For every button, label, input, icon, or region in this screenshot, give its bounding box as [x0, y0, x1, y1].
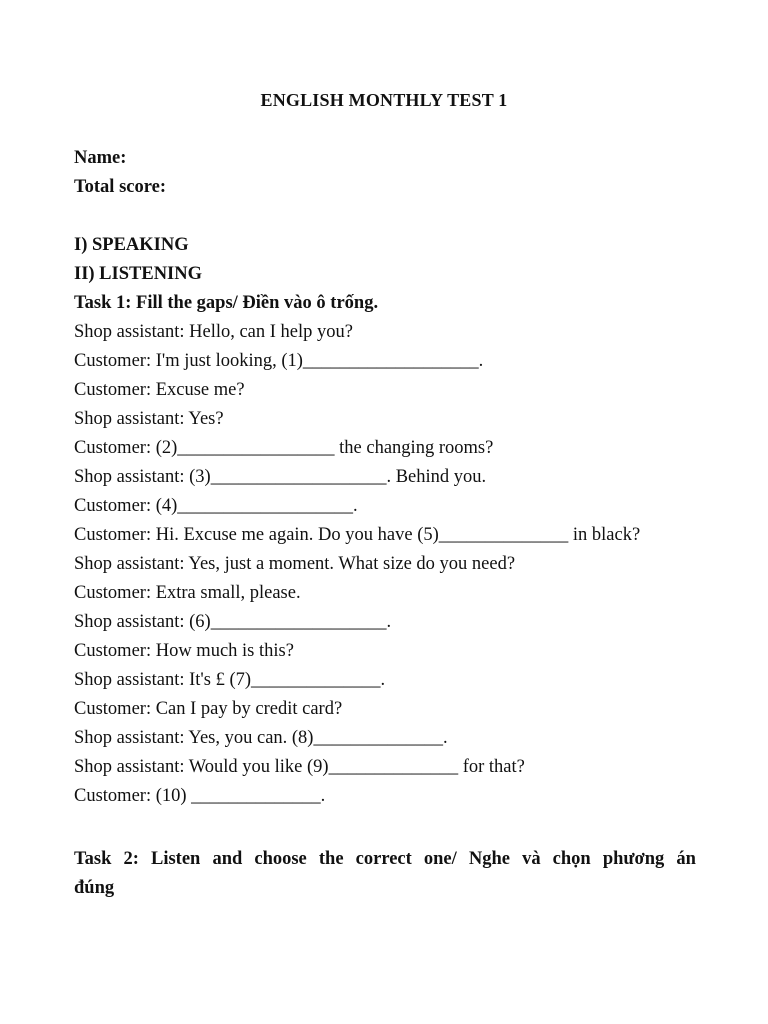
dialogue-line: Customer: Can I pay by credit card?	[74, 699, 343, 719]
student-info	[74, 144, 696, 202]
dialogue-line: Customer: (2)_________________ the changing rooms?	[74, 438, 494, 458]
task2-word: án	[676, 849, 696, 869]
dialogue-line: Customer: (4)___________________.	[74, 496, 358, 516]
page-title: ENGLISH MONTHLY TEST 1	[260, 90, 508, 110]
dialogue-line: Shop assistant: (6)___________________.	[74, 612, 392, 632]
dialogue-line: Customer: How much is this?	[74, 641, 294, 661]
task2-word: and	[212, 849, 243, 869]
task2-word: Nghe	[468, 849, 510, 869]
task2-word: 2:	[123, 849, 139, 869]
dialogue-line: Shop assistant: (3)___________________. Behind you.	[74, 467, 487, 487]
name-label: Name:	[74, 148, 127, 168]
dialogue-line: Shop assistant: It's £ (7)______________.	[74, 670, 386, 690]
task2-word: chọn	[552, 849, 591, 869]
task2-word: the	[318, 849, 344, 869]
task2-word: Listen	[151, 849, 201, 869]
task2-word: choose	[254, 849, 307, 869]
dialogue-line: Customer: Extra small, please.	[74, 583, 301, 603]
task2-heading	[74, 845, 696, 903]
section-speaking: I) SPEAKING	[74, 235, 189, 255]
dialogue-line: Customer: I'm just looking, (1)___________________.	[74, 351, 484, 371]
task2-word: Task	[74, 849, 112, 869]
dialogue-line: Customer: (10) ______________.	[74, 786, 326, 806]
task2-heading-line2: đúng	[74, 878, 115, 898]
section-listening: II) LISTENING	[74, 264, 203, 284]
total-score-label: Total score:	[74, 177, 166, 197]
task2-word: phương	[602, 849, 665, 869]
task2-word: correct	[355, 849, 412, 869]
dialogue-line: Shop assistant: Yes, just a moment. What size do you need?	[74, 554, 516, 574]
dialogue-line: Shop assistant: Yes, you can. (8)______________.	[74, 728, 448, 748]
task2-word: one/	[423, 849, 457, 869]
task2-heading-line1	[74, 845, 696, 874]
test-body	[74, 231, 696, 811]
task1-heading: Task 1: Fill the gaps/ Điền vào ô trống.	[74, 293, 379, 313]
dialogue-line: Shop assistant: Would you like (9)______________ for that?	[74, 757, 525, 777]
dialogue-line: Customer: Excuse me?	[74, 380, 245, 400]
task2-word: và	[522, 849, 541, 869]
dialogue-line: Shop assistant: Yes?	[74, 409, 224, 429]
dialogue-line: Customer: Hi. Excuse me again. Do you have (5)______________ in black?	[74, 525, 641, 545]
dialogue-line: Shop assistant: Hello, can I help you?	[74, 322, 353, 342]
